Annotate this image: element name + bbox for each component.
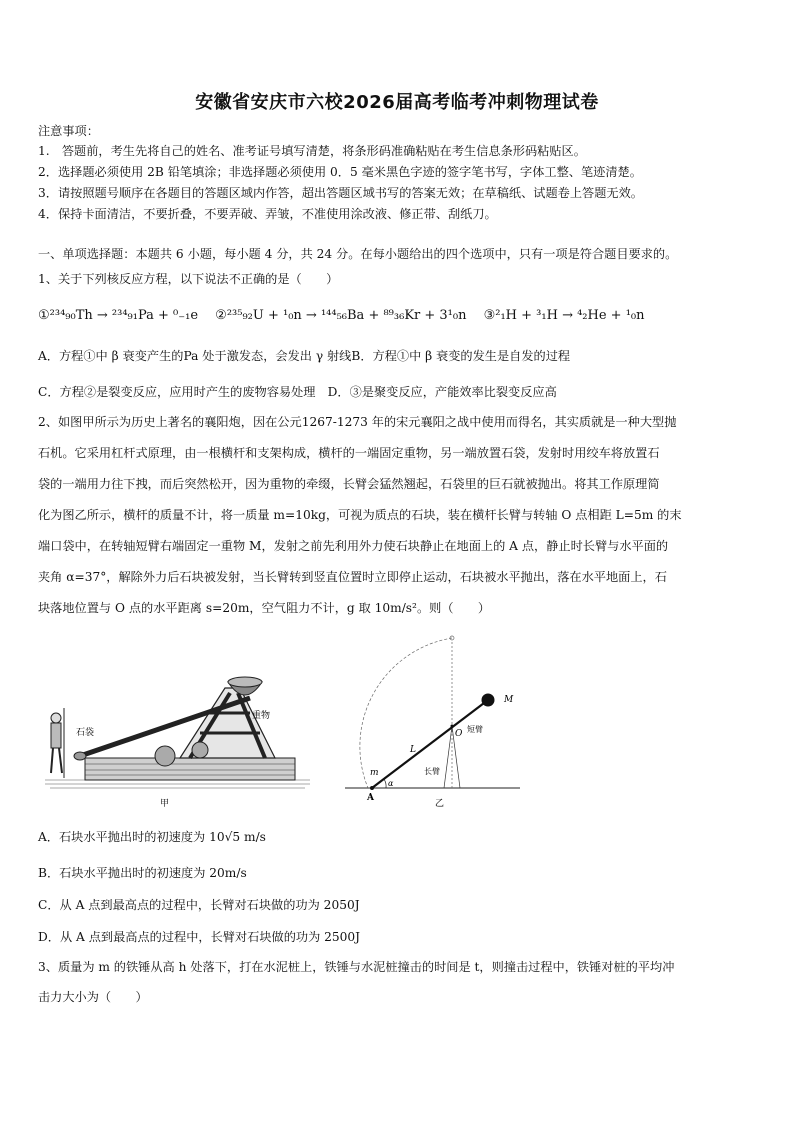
label-O: O [455, 729, 463, 739]
q3-line-2: 击力大小为（ ） [38, 990, 148, 1004]
q2-line-5: 端口袋中，在转轴短臂右端固定一重物 M，发射之前先利用外力使石块静止在地面上的 A 点，静止时长臂与水平面的 [38, 539, 669, 553]
q1-equation-1: ①²³⁴₉₀Th → ²³⁴₉₁Pa + ⁰₋₁e [38, 308, 199, 323]
q1-equations [38, 304, 645, 323]
q1-option-a-b: A．方程①中 β 衰变产生的Pa 处于激发态，会发出 γ 射线B．方程①中 β 衰变的发生是自发的过程 [38, 349, 571, 363]
caption-yi: 乙 [435, 799, 445, 809]
label-short-arm: 短臂 [467, 725, 483, 734]
q2-option-b: B．石块水平抛出时的初速度为 20m/s [38, 866, 247, 880]
caption-jia: 甲 [160, 799, 170, 809]
q2-line-2: 石机。它采用杠杆式原理，由一根横杆和支架构成，横杆的一端固定重物，另一端放置石袋，发射时用绞车将放置石 [38, 446, 660, 460]
exam-title: 安徽省安庆市六校2026届高考临考冲刺物理试卷 [195, 92, 599, 113]
q2-option-a: A．石块水平抛出时的初速度为 10√5 m/s [38, 830, 266, 844]
q1-stem: 1、关于下列核反应方程，以下说法不正确的是（ ） [38, 272, 339, 286]
note-item-2: 2．选择题必须使用 2B 铅笔填涂；非选择题必须使用 0．5 毫米黑色字迹的签字笔书写，字体工整、笔迹清楚。 [38, 165, 642, 179]
notes-heading: 注意事项： [38, 124, 99, 138]
section-heading: 一、单项选择题：本题共 6 小题，每小题 4 分，共 24 分。在每小题给出的四个选项中，只有一项是符合题目要求的。 [38, 247, 678, 261]
q2-option-d: D．从 A 点到最高点的过程中，长臂对石块做的功为 2500J [38, 930, 361, 944]
label-counterweight: 重物 [252, 711, 271, 721]
label-stone-bag: 石袋 [76, 728, 95, 738]
q2-line-4: 化为图乙所示，横杆的质量不计，将一质量 m=10kg，可视为质点的石块，装在横杆长臂与转轴 O 点相距 L=5m 的末 [38, 508, 682, 522]
q1-equation-3: ③²₁H + ³₁H → ⁴₂He + ¹₀n [483, 308, 645, 323]
label-alpha: α [388, 779, 394, 788]
label-L: L [410, 745, 416, 755]
label-M: M [504, 695, 514, 705]
note-item-4: 4．保持卡面清洁，不要折叠，不要弄破、弄皱，不准使用涂改液、修正带、刮纸刀。 [38, 207, 497, 221]
q1-option-c-d: C．方程②是裂变反应，应用时产生的废物容易处理 D．③是聚变反应，产能效率比裂变反应高 [38, 385, 557, 399]
label-long-arm: 长臂 [424, 767, 440, 776]
note-item-1: 1. 答题前，考生先将自己的姓名、准考证号填写清楚，将条形码准确粘贴在考生信息条形码粘贴区。 [38, 144, 586, 158]
q3-line-1: 3、质量为 m 的铁锤从高 h 处落下，打在水泥桩上，铁锤与水泥桩撞击的时间是 t，则撞击过程中，铁锤对桩的平均冲 [38, 960, 675, 974]
note-item-3: 3．请按照题号顺序在各题目的答题区域内作答，超出答题区域书写的答案无效；在草稿纸、试题卷上答题无效。 [38, 186, 643, 200]
q2-line-6: 夹角 α=37°，解除外力后石块被发射，当长臂转到竖直位置时立即停止运动，石块被水平抛出，落在水平地面上，石 [38, 570, 667, 584]
q2-line-3: 袋的一端用力往下拽，而后突然松开，因为重物的牵缀，长臂会猛然翘起，石袋里的巨石就被抛出。将其工作原理简 [38, 477, 660, 491]
q2-line-1: 2、如图甲所示为历史上著名的襄阳炮，因在公元1267-1273 年的宋元襄阳之战中使用而得名，其实质就是一种大型抛 [38, 415, 677, 429]
trebuchet-schematic [340, 628, 540, 813]
q1-equation-2: ②²³⁵₉₂U + ¹₀n → ¹⁴⁴₅₆Ba + ⁸⁹₃₆Kr + 3¹₀n [215, 308, 467, 323]
q2-line-7: 块落地位置与 O 点的水平距离 s=20m，空气阻力不计，g 取 10m/s²。则（ ） [38, 601, 491, 615]
label-A: A [367, 793, 374, 803]
trebuchet-illustration [40, 668, 330, 813]
q2-option-c: C．从 A 点到最高点的过程中，长臂对石块做的功为 2050J [38, 898, 360, 912]
label-m: m [370, 768, 379, 778]
